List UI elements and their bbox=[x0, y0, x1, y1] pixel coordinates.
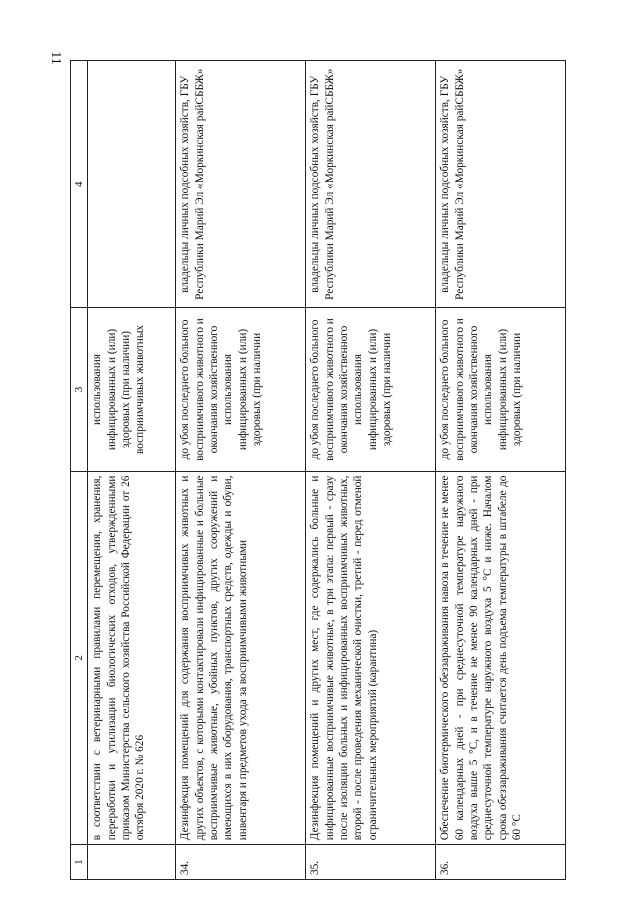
table-row bbox=[436, 61, 566, 880]
row-measure: Обеспечение биотермического обеззараживания навоза в течение не менее 60 календарных дней - при среднесуточной температуре наружного воздуха выше 5 °С, и в течение не менее 90 календарных дней - при среднесуточной температуре наружного воздуха 5 °С и ниже. Началом срока обеззараживания считается день подъема температуры в штабеле до 60 °С bbox=[436, 471, 566, 845]
header-col-3: 3 bbox=[71, 308, 88, 471]
row-term: использования инфицированных и (или) здоровых (при наличии) восприимчивых животных bbox=[88, 308, 176, 471]
table-header-row bbox=[71, 61, 88, 880]
row-term: до убоя последнего больного восприимчивого животного и окончания хозяйственного использования инфицированных и (или) здоровых (при наличии bbox=[436, 308, 566, 471]
row-responsible: владельцы личных подсобных хозяйств, ГБУ Республики Марий Эл «Моркинская райСББЖ» bbox=[436, 61, 566, 308]
page-number: 11 bbox=[48, 51, 63, 65]
table-row bbox=[306, 61, 436, 880]
row-responsible: владельцы личных подсобных хозяйств, ГБУ Республики Марий Эл «Моркинская райСББЖ» bbox=[176, 61, 306, 308]
table-row bbox=[88, 61, 176, 880]
row-number: 34. bbox=[176, 845, 306, 880]
row-responsible bbox=[88, 61, 176, 308]
row-term: до убоя последнего больного восприимчивого животного и окончания хозяйственного использования инфицированных и (или) здоровых (при наличии bbox=[306, 308, 436, 471]
header-col-4: 4 bbox=[71, 61, 88, 308]
table-row bbox=[176, 61, 306, 880]
row-term: до убоя последнего больного восприимчивого животного и окончания хозяйственного использования инфицированных и (или) здоровых (при наличии bbox=[176, 308, 306, 471]
row-number: 36. bbox=[436, 845, 566, 880]
row-number bbox=[88, 845, 176, 880]
row-responsible: владельцы личных подсобных хозяйств, ГБУ Республики Марий Эл «Моркинская райСББЖ» bbox=[306, 61, 436, 308]
row-measure: Дезинфекция помещений для содержания восприимчивых животных и других объектов, с которыми контактировали инфицированные и больные восприимчивые животные, убойных пунктов, других сооружений и имеющихся в них оборудования, транспортных средств, одежды и обуви, инвентаря и предметов ухода за восприимчивыми животными bbox=[176, 471, 306, 845]
rotated-table-wrapper bbox=[70, 60, 590, 880]
row-measure: в соответствии с ветеринарными правилами перемещения, хранения, переработки и утилизации биологических отходов, утвержденными приказом Министерства сельского хозяйства Российской Федерации от 26 октября 2020 г. № 626 bbox=[88, 471, 176, 845]
header-col-1: 1 bbox=[71, 845, 88, 880]
measures-table bbox=[70, 60, 566, 880]
header-col-2: 2 bbox=[71, 471, 88, 845]
row-measure: Дезинфекция помещений и других мест, где содержались больные и инфицированные восприимчивые животные, в три этапа: первый - сразу после изоляции больных и инфицированных восприимчивых животных, второй - после проведения механической очистки, третий - перед отменой ограничительных мероприятий (карантина) bbox=[306, 471, 436, 845]
row-number: 35. bbox=[306, 845, 436, 880]
